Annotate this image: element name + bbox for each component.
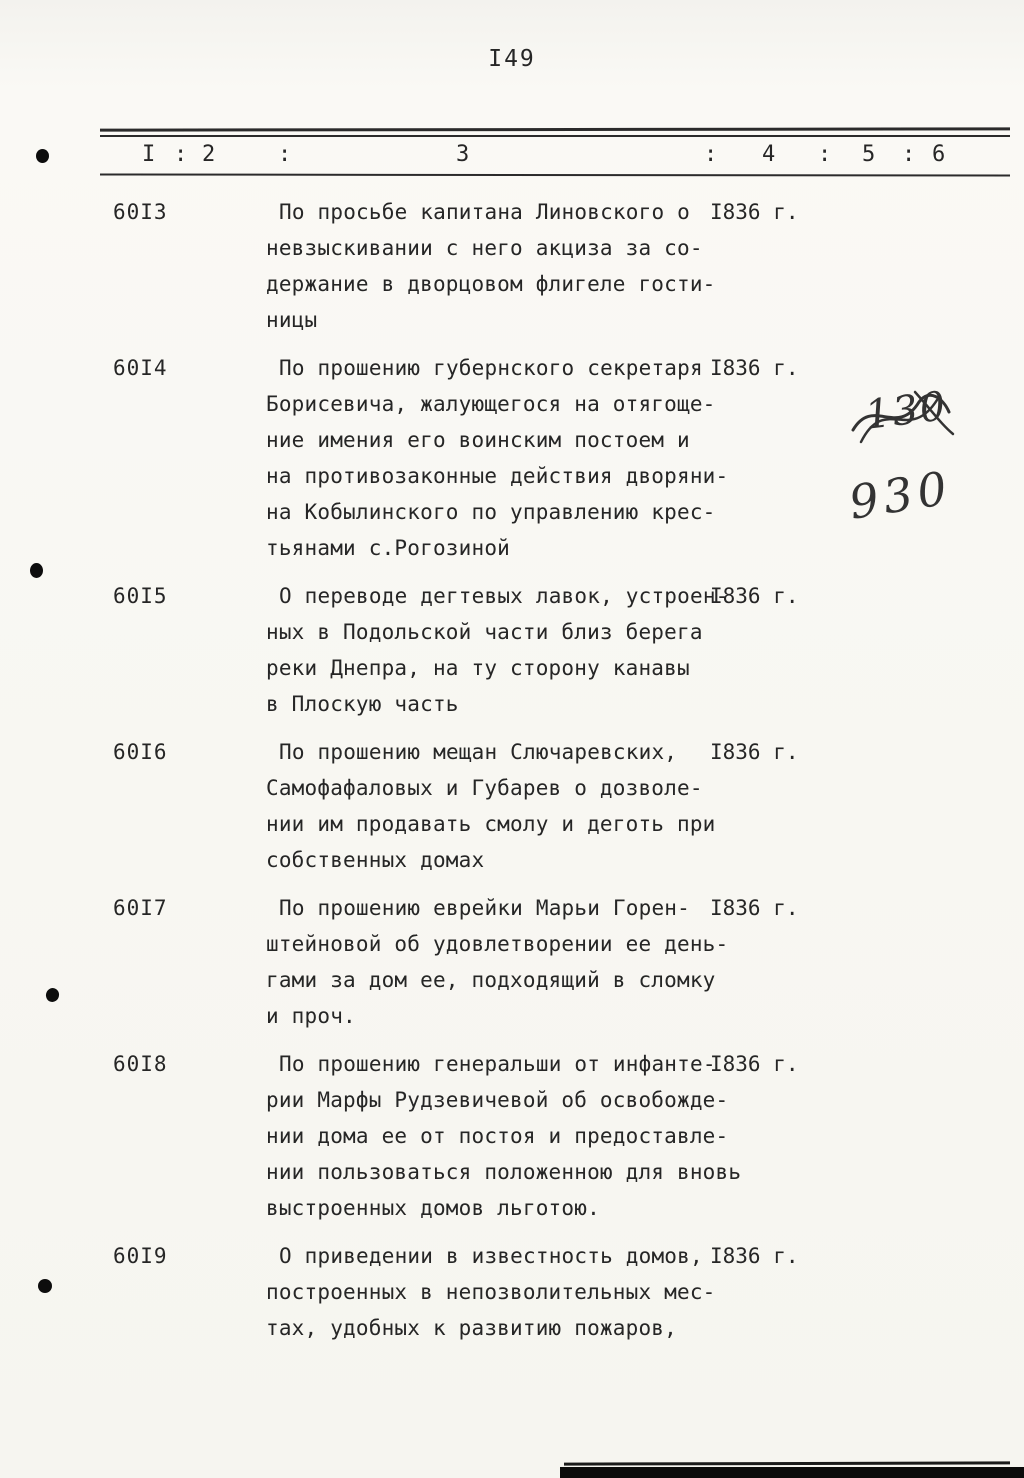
table-top-rule [100, 127, 1010, 131]
entry-text [266, 1238, 1024, 1346]
entry-text-line: гами за дом ее, подходящий в сломку [266, 968, 716, 992]
entry-text [266, 1046, 1024, 1226]
table-bottom-rule [100, 174, 1010, 177]
entry-text [266, 734, 1024, 878]
entry-text-line: реки Днепра, на ту сторону канавы [266, 656, 690, 680]
ink-dot [30, 563, 43, 578]
scan-edge-bar [560, 1467, 1024, 1478]
entry-number: 60I3 [113, 200, 168, 224]
entry-number: 60I9 [113, 1244, 168, 1268]
entry-text-line: Борисевича, жалующегося на отягоще- [266, 392, 716, 416]
entry-text-line: построенных в непозволительных мес- [266, 1280, 716, 1304]
entry-number: 60I8 [113, 1052, 168, 1076]
entry-text-line: нии дома ее от постоя и предоставле- [266, 1124, 729, 1148]
column-header-4: 4 [762, 142, 776, 167]
entry-year: I836 г. [710, 740, 799, 764]
inventory-entry [0, 734, 1024, 878]
entry-text-line: ницы [266, 308, 318, 332]
entry-text-line: на Кобылинского по управлению крес- [266, 500, 716, 524]
page-number: I49 [488, 46, 536, 72]
entry-text [266, 194, 1024, 338]
column-header-3: 3 [456, 142, 470, 167]
entry-text-line: О приведении в известность домов, [279, 1244, 703, 1268]
column-separator: : [278, 142, 292, 167]
entry-year: I836 г. [710, 584, 799, 608]
entry-text-line: нии им продавать смолу и деготь при [266, 812, 716, 836]
entry-number: 60I6 [113, 740, 168, 764]
entry-text-line: штейновой об удовлетворении ее день- [266, 932, 729, 956]
scan-edge-line [564, 1461, 1010, 1465]
entry-text-line: держание в дворцовом флигеле гости- [266, 272, 716, 296]
entry-text-line: О переводе дегтевых лавок, устроен- [279, 584, 729, 608]
column-header-5: 5 [862, 142, 876, 167]
column-separator: : [818, 142, 832, 167]
entry-text-line: тах, удобных к развитию пожаров, [266, 1316, 677, 1340]
inventory-entry [0, 890, 1024, 1034]
entry-year: I836 г. [710, 356, 799, 380]
inventory-entry [0, 194, 1024, 338]
entry-text-line: невзыскивании с него акциза за со- [266, 236, 703, 260]
handwritten-number: 930 [845, 460, 956, 530]
entry-text-line: ных в Подольской части близ берега [266, 620, 703, 644]
entry-year: I836 г. [710, 896, 799, 920]
inventory-entry [0, 1238, 1024, 1346]
entry-text-line: По просьбе капитана Линовского о [279, 200, 690, 224]
entry-text-line: По прошению генеральши от инфанте- [279, 1052, 716, 1076]
entry-number: 60I7 [113, 896, 168, 920]
entry-text-line: на противозаконные действия дворяни- [266, 464, 729, 488]
entry-text-line: По прошению еврейки Марьи Горен- [279, 896, 690, 920]
column-header-2: 2 [202, 142, 216, 167]
entry-text [266, 890, 1024, 1034]
entry-text-line: По прошению мещан Слючаревских, [279, 740, 678, 764]
inventory-entry [0, 1046, 1024, 1226]
entry-text-line: ние имения его воинским постоем и [266, 428, 690, 452]
column-header-6: 6 [932, 142, 946, 167]
entry-text-line: тьянами с.Рогозиной [266, 536, 511, 560]
entry-year: I836 г. [710, 200, 799, 224]
entry-text-line: в Плоскую часть [266, 692, 459, 716]
entry-text-line: и проч. [266, 1004, 356, 1028]
entry-text-line: По прошению губернского секретаря [279, 356, 703, 380]
entry-text-line: выстроенных домов льготою. [266, 1196, 600, 1220]
entry-year: I836 г. [710, 1244, 799, 1268]
entry-text-line: нии пользоваться положенною для вновь [266, 1160, 742, 1184]
handwritten-crossed-number: 130 [862, 383, 950, 439]
handwritten-annotation [843, 383, 993, 546]
ink-dot [38, 1279, 52, 1293]
column-header-1: I [142, 142, 156, 167]
scribble-strike-icon [845, 378, 963, 456]
table-top-rule-2 [100, 135, 1010, 137]
entries-list [0, 194, 1024, 1358]
entry-number: 60I5 [113, 584, 168, 608]
entry-year: I836 г. [710, 1052, 799, 1076]
ink-dot [36, 149, 49, 163]
table-header [100, 128, 1010, 178]
entry-text-line: Самофафаловых и Губарев о дозволе- [266, 776, 703, 800]
column-separator: : [902, 142, 916, 167]
inventory-entry [0, 578, 1024, 722]
entry-text-line: рии Марфы Рудзевичевой об освобожде- [266, 1088, 729, 1112]
entry-text [266, 578, 1024, 722]
entry-text-line: собственных домах [266, 848, 485, 872]
column-separator: : [704, 142, 718, 167]
entry-number: 60I4 [113, 356, 168, 380]
column-separator: : [174, 142, 188, 167]
